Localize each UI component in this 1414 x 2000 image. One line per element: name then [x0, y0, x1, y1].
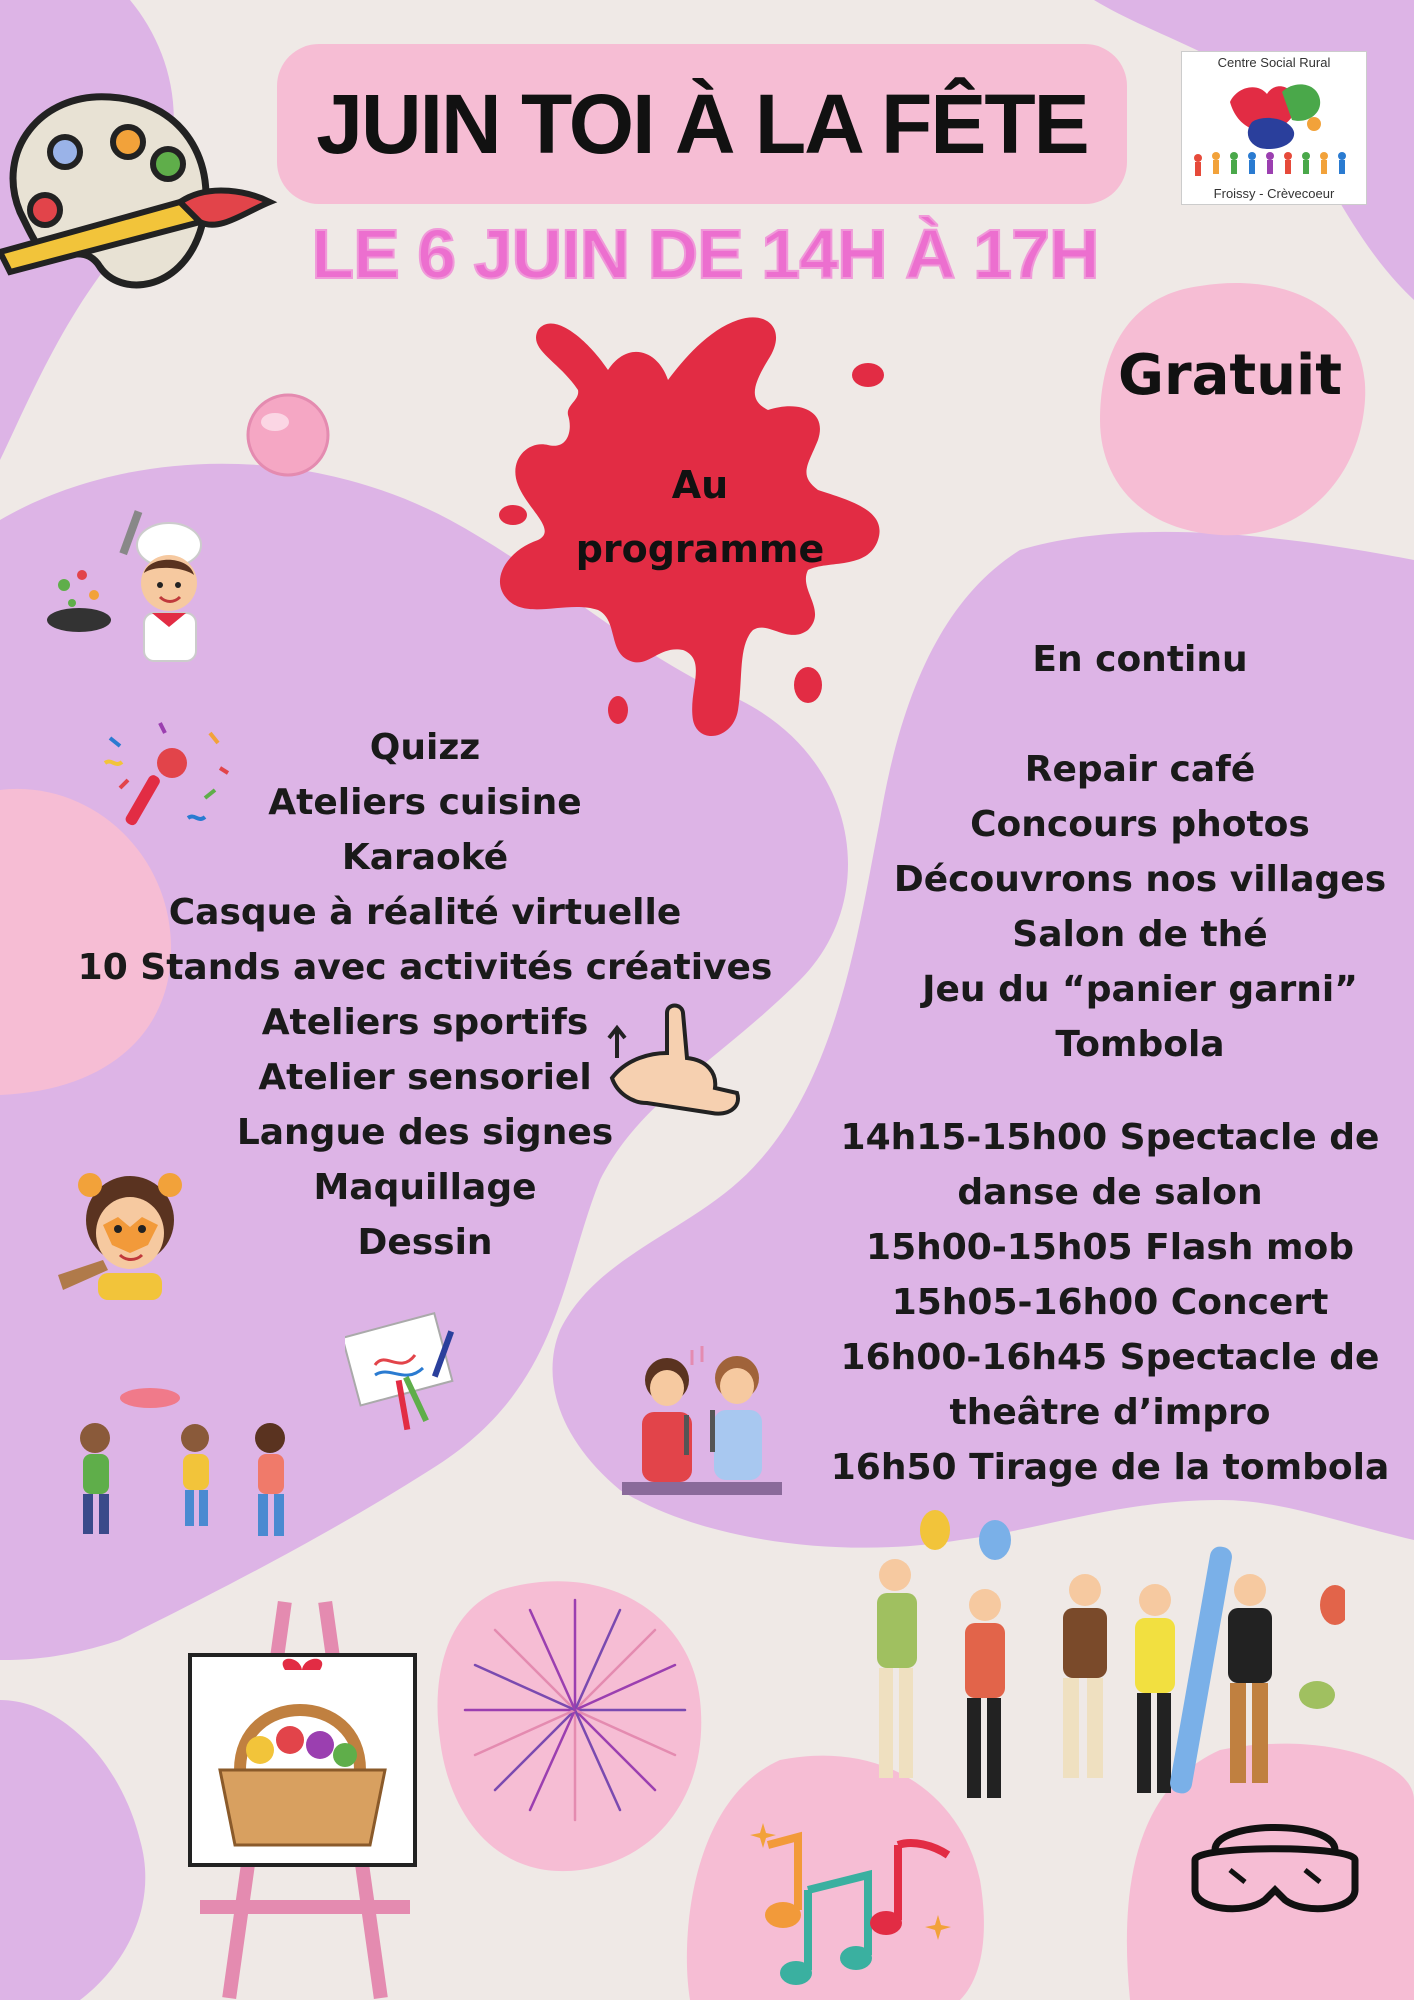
- pink-ball-icon: [245, 392, 331, 478]
- list-item: Repair café: [1024, 749, 1256, 790]
- party-people-icon: [835, 1505, 1345, 1815]
- drawing-pencils-icon: [345, 1310, 470, 1435]
- schedule-line: 14h15-15h00 Spectacle de: [840, 1117, 1380, 1158]
- list-item: Casque à réalité virtuelle: [168, 892, 682, 933]
- continuous-heading: En continu: [1032, 639, 1248, 680]
- list-item: Salon de thé: [1012, 914, 1268, 955]
- title-banner: [277, 44, 1127, 204]
- chef-boy-icon: [44, 505, 214, 665]
- schedule-line: theâtre d’impro: [949, 1392, 1271, 1433]
- schedule-line: 16h50 Tirage de la tombola: [830, 1447, 1390, 1488]
- list-item: 10 Stands avec activités créatives: [77, 947, 773, 988]
- list-item: Ateliers cuisine: [268, 782, 582, 823]
- firework-icon: [455, 1590, 695, 1830]
- programme-line-1: Au: [671, 463, 729, 507]
- karaoke-kids-icon: [622, 1340, 782, 1495]
- music-notes-icon: [738, 1815, 958, 1985]
- event-date: LE 6 JUIN DE 14H À 17H: [311, 215, 1099, 293]
- list-item: Atelier sensoriel: [258, 1057, 592, 1098]
- vr-headset-icon: [1185, 1810, 1365, 1930]
- playing-children-icon: [55, 1378, 310, 1553]
- easel-basket-icon: [180, 1600, 430, 2000]
- list-item: Ateliers sportifs: [261, 1002, 589, 1043]
- programme-heading: [540, 453, 860, 581]
- centre-social-logo: [1181, 51, 1367, 205]
- schedule-list: [800, 1110, 1414, 1495]
- logo-top-text: Centre Social Rural: [1217, 55, 1331, 70]
- list-item: Jeu du “panier garni”: [922, 969, 1358, 1010]
- activities-list: [60, 720, 790, 1270]
- schedule-line: 15h00-15h05 Flash mob: [866, 1227, 1354, 1268]
- programme-line-2: programme: [575, 527, 825, 571]
- list-item: Karaoké: [341, 837, 509, 878]
- schedule-line: danse de salon: [957, 1172, 1263, 1213]
- list-item: Tombola: [1055, 1024, 1225, 1065]
- list-item: Concours photos: [970, 804, 1310, 845]
- schedule-line: 15h05-16h00 Concert: [891, 1282, 1329, 1323]
- list-item: Dessin: [357, 1222, 493, 1263]
- poster-title: JUIN TOI À LA FÊTE: [316, 76, 1088, 171]
- price-label: Gratuit: [1118, 343, 1342, 408]
- list-item: Quizz: [369, 727, 481, 768]
- list-item: Maquillage: [313, 1167, 537, 1208]
- list-item: Découvrons nos villages: [893, 859, 1387, 900]
- list-item: Langue des signes: [236, 1112, 614, 1153]
- logo-bottom-text: Froissy - Crèvecoeur: [1213, 186, 1335, 201]
- schedule-line: 16h00-16h45 Spectacle de: [840, 1337, 1380, 1378]
- continuous-activities: [840, 632, 1414, 1072]
- palette-icon: [0, 62, 280, 302]
